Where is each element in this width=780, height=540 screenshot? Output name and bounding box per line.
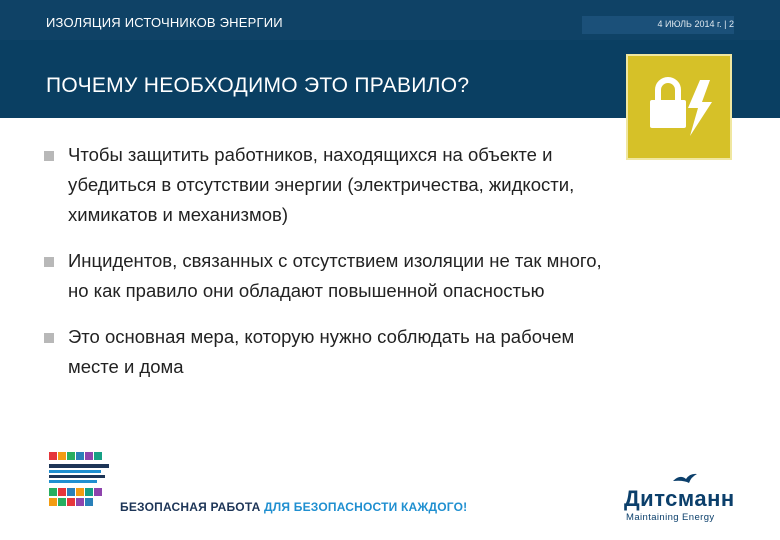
bullet-marker	[44, 151, 54, 161]
brand-tagline: Maintaining Energy	[626, 512, 715, 523]
bullet-item	[44, 322, 624, 382]
bullet-item	[44, 140, 624, 230]
slogan-part2: ДЛЯ БЕЗОПАСНОСТИ КАЖДОГО!	[264, 500, 468, 514]
bullet-text: Инцидентов, связанных с отсутствием изоляции не так много, но как правило они обладают повышенной опасностью	[68, 250, 602, 301]
section-title: ИЗОЛЯЦИЯ ИСТОЧНИКОВ ЭНЕРГИИ	[46, 15, 283, 30]
bullet-marker	[44, 333, 54, 343]
slogan-part1: БЕЗОПАСНАЯ РАБОТА	[120, 500, 261, 514]
bullet-list	[44, 140, 624, 398]
bullet-marker	[44, 257, 54, 267]
bullet-item	[44, 246, 624, 306]
footer-slogan	[120, 500, 467, 514]
lock-lightning-badge	[626, 54, 732, 160]
lock-lightning-icon	[628, 56, 730, 158]
brand-name: Дитсманн	[624, 486, 735, 511]
brand-logo	[622, 472, 742, 524]
page-title: ПОЧЕМУ НЕОБХОДИМО ЭТО ПРАВИЛО?	[46, 74, 470, 97]
bullet-text: Чтобы защитить работников, находящихся на объекте и убедиться в отсутствии энергии (электричества, жидкости, химикатов и механизмов)	[68, 144, 575, 225]
top-header-bar	[0, 0, 780, 40]
bullet-text: Это основная мера, которую нужно соблюдать на рабочем месте и дома	[68, 326, 575, 377]
date-page-number: 4 ИЮЛЬ 2014 г. | 2	[657, 19, 734, 29]
bird-icon	[672, 472, 698, 486]
safety-rules-logo-icon	[45, 446, 113, 516]
